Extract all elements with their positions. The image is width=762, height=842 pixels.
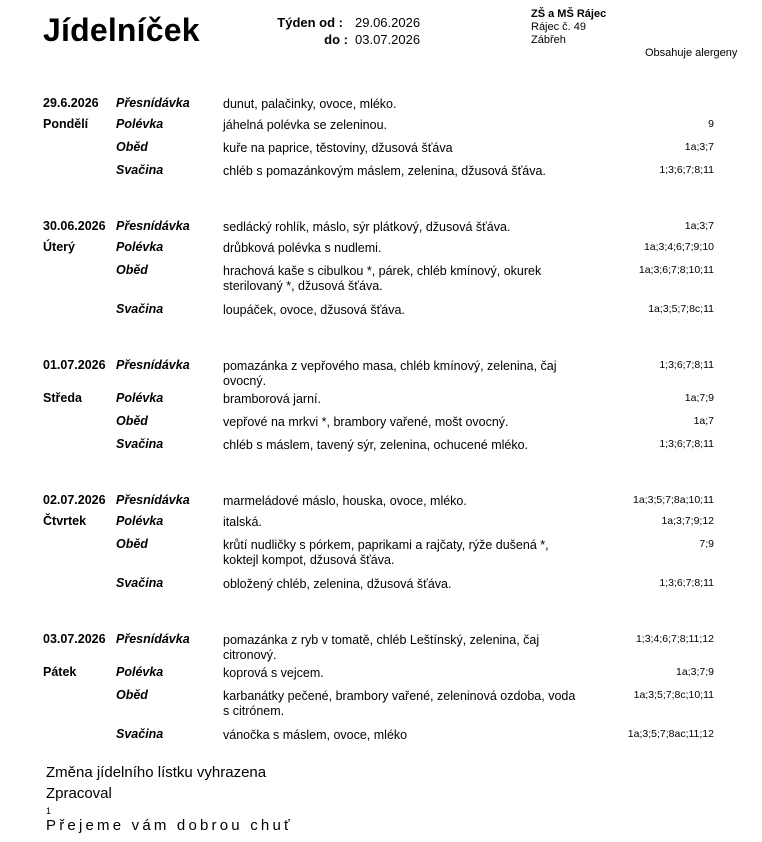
meal-type: Svačina xyxy=(116,727,164,741)
meal-food: hrachová kaše s cibulkou *, párek, chléb kmínový, okurek sterilovaný *, džusová šťáva. xyxy=(223,264,542,293)
meal-food: sedlácký rohlík, máslo, sýr plátkový, džusová šťáva. xyxy=(223,220,511,234)
day-name: Středa xyxy=(43,391,82,405)
meal-food: italská. xyxy=(223,515,262,529)
meal-type: Svačina xyxy=(116,437,164,451)
meal-type: Svačina xyxy=(116,302,164,316)
day-name: Pátek xyxy=(43,665,77,679)
meal-type: Polévka xyxy=(116,240,164,254)
meal-food: obložený chléb, zelenina, džusová šťáva. xyxy=(223,577,452,591)
meal-allergens: 1;3;6;7;8;11 xyxy=(659,359,714,371)
meal-food: vánočka s máslem, ovoce, mléko xyxy=(223,728,408,742)
meal-type: Svačina xyxy=(116,163,164,177)
meal-food: chléb s pomazánkovým máslem, zelenina, džusová šťáva. xyxy=(223,164,546,178)
meal-type: Oběd xyxy=(116,263,148,277)
school-city: Zábřeh xyxy=(531,34,566,46)
meal-type: Přesnídávka xyxy=(116,632,190,646)
bon-appetit-note: Přejeme vám dobrou chuť xyxy=(46,817,293,834)
meal-allergens: 1;3;6;7;8;11 xyxy=(659,164,714,176)
week-to-label: do : xyxy=(324,32,348,47)
meal-food: loupáček, ovoce, džusová šťáva. xyxy=(223,303,405,317)
meal-allergens: 1a;3;7;9 xyxy=(676,666,714,678)
day-name: Úterý xyxy=(43,240,75,254)
prepared-by: Zpracoval xyxy=(46,785,112,802)
meal-allergens: 1a;3;7 xyxy=(684,141,714,153)
menu-change-note: Změna jídelního lístku vyhrazena xyxy=(46,764,267,781)
meal-type: Polévka xyxy=(116,665,164,679)
school-name: ZŠ a MŠ Rájec xyxy=(531,8,607,20)
meal-food: pomazánka z vepřového masa, chléb kmínový, zelenina, čaj ovocný. xyxy=(223,359,557,388)
meal-type: Oběd xyxy=(116,414,148,428)
meal-food: koprová s vejcem. xyxy=(223,666,324,680)
meal-type: Přesnídávka xyxy=(116,493,190,507)
day-date: 03.07.2026 xyxy=(43,632,106,646)
meal-type: Přesnídávka xyxy=(116,96,190,110)
meal-type: Svačina xyxy=(116,576,164,590)
day-name: Pondělí xyxy=(43,117,89,131)
meal-allergens: 1a;3;5;7;8c;11 xyxy=(648,303,714,315)
page-number: 1 xyxy=(46,806,52,816)
school-info xyxy=(531,8,606,47)
week-from-label: Týden od : xyxy=(277,15,343,30)
meal-type: Oběd xyxy=(116,537,148,551)
day-date: 02.07.2026 xyxy=(43,493,106,507)
day-date: 30.06.2026 xyxy=(43,219,106,233)
meal-type: Oběd xyxy=(116,688,148,702)
day-date: 01.07.2026 xyxy=(43,358,106,372)
allergens-header: Obsahuje alergeny xyxy=(645,47,738,59)
meal-food: bramborová jarní. xyxy=(223,392,321,406)
meal-allergens: 1a;3;5;7;8c;10;11 xyxy=(633,689,714,701)
week-from-date: 29.06.2026 xyxy=(355,15,421,30)
meal-type: Přesnídávka xyxy=(116,358,190,372)
meal-food: jáhelná polévka se zeleninou. xyxy=(223,118,388,132)
meal-type: Oběd xyxy=(116,140,148,154)
meal-food: dunut, palačinky, ovoce, mléko. xyxy=(223,97,397,111)
meal-allergens: 1;3;4;6;7;8;11;12 xyxy=(635,633,714,645)
meal-type: Polévka xyxy=(116,117,164,131)
meal-type: Přesnídávka xyxy=(116,219,190,233)
school-address: Rájec č. 49 xyxy=(531,21,587,33)
meal-food: pomazánka z ryb v tomatě, chléb Leštínský, zelenina, čaj citronový. xyxy=(223,633,540,662)
meal-food: marmeládové máslo, houska, ovoce, mléko. xyxy=(223,494,467,508)
meal-allergens: 1a;3;7;9;12 xyxy=(661,515,714,527)
meal-food: drůbková polévka s nudlemi. xyxy=(223,241,382,255)
day-date: 29.6.2026 xyxy=(43,96,99,110)
meal-allergens: 1a;3;5;7;8a;10;11 xyxy=(633,494,714,506)
meal-allergens: 1a;3;6;7;8;10;11 xyxy=(638,264,714,276)
page-title: Jídelníček xyxy=(43,12,200,48)
meal-food: kuře na paprice, těstoviny, džusová šťáva xyxy=(223,141,453,155)
meal-allergens: 9 xyxy=(708,118,714,130)
meal-allergens: 1;3;6;7;8;11 xyxy=(659,438,714,450)
meal-type: Polévka xyxy=(116,514,164,528)
meal-allergens: 1a;3;4;6;7;9;10 xyxy=(643,241,714,253)
day-name: Čtvrtek xyxy=(43,514,87,528)
meal-food: vepřové na mrkvi *, brambory vařené, mošt ovocný. xyxy=(223,415,509,429)
meal-allergens: 1a;7 xyxy=(693,415,714,427)
meal-allergens: 1a;3;5;7;8ac;11;12 xyxy=(627,728,714,740)
meal-type: Polévka xyxy=(116,391,164,405)
meal-food: chléb s máslem, tavený sýr, zelenina, ochucené mléko. xyxy=(223,438,529,452)
meal-allergens: 1;3;6;7;8;11 xyxy=(659,577,714,589)
meal-food: karbanátky pečené, brambory vařené, zeleninová ozdoba, voda s citrónem. xyxy=(223,689,576,718)
meal-allergens: 1a;3;7 xyxy=(684,220,714,232)
meal-food: krůtí nudličky s pórkem, paprikami a rajčaty, rýže dušená *, koktejl kompot, džusová šťáva. xyxy=(223,538,549,567)
meal-allergens: 7;9 xyxy=(699,538,714,550)
week-to-date: 03.07.2026 xyxy=(355,32,421,47)
meal-allergens: 1a;7;9 xyxy=(684,392,714,404)
